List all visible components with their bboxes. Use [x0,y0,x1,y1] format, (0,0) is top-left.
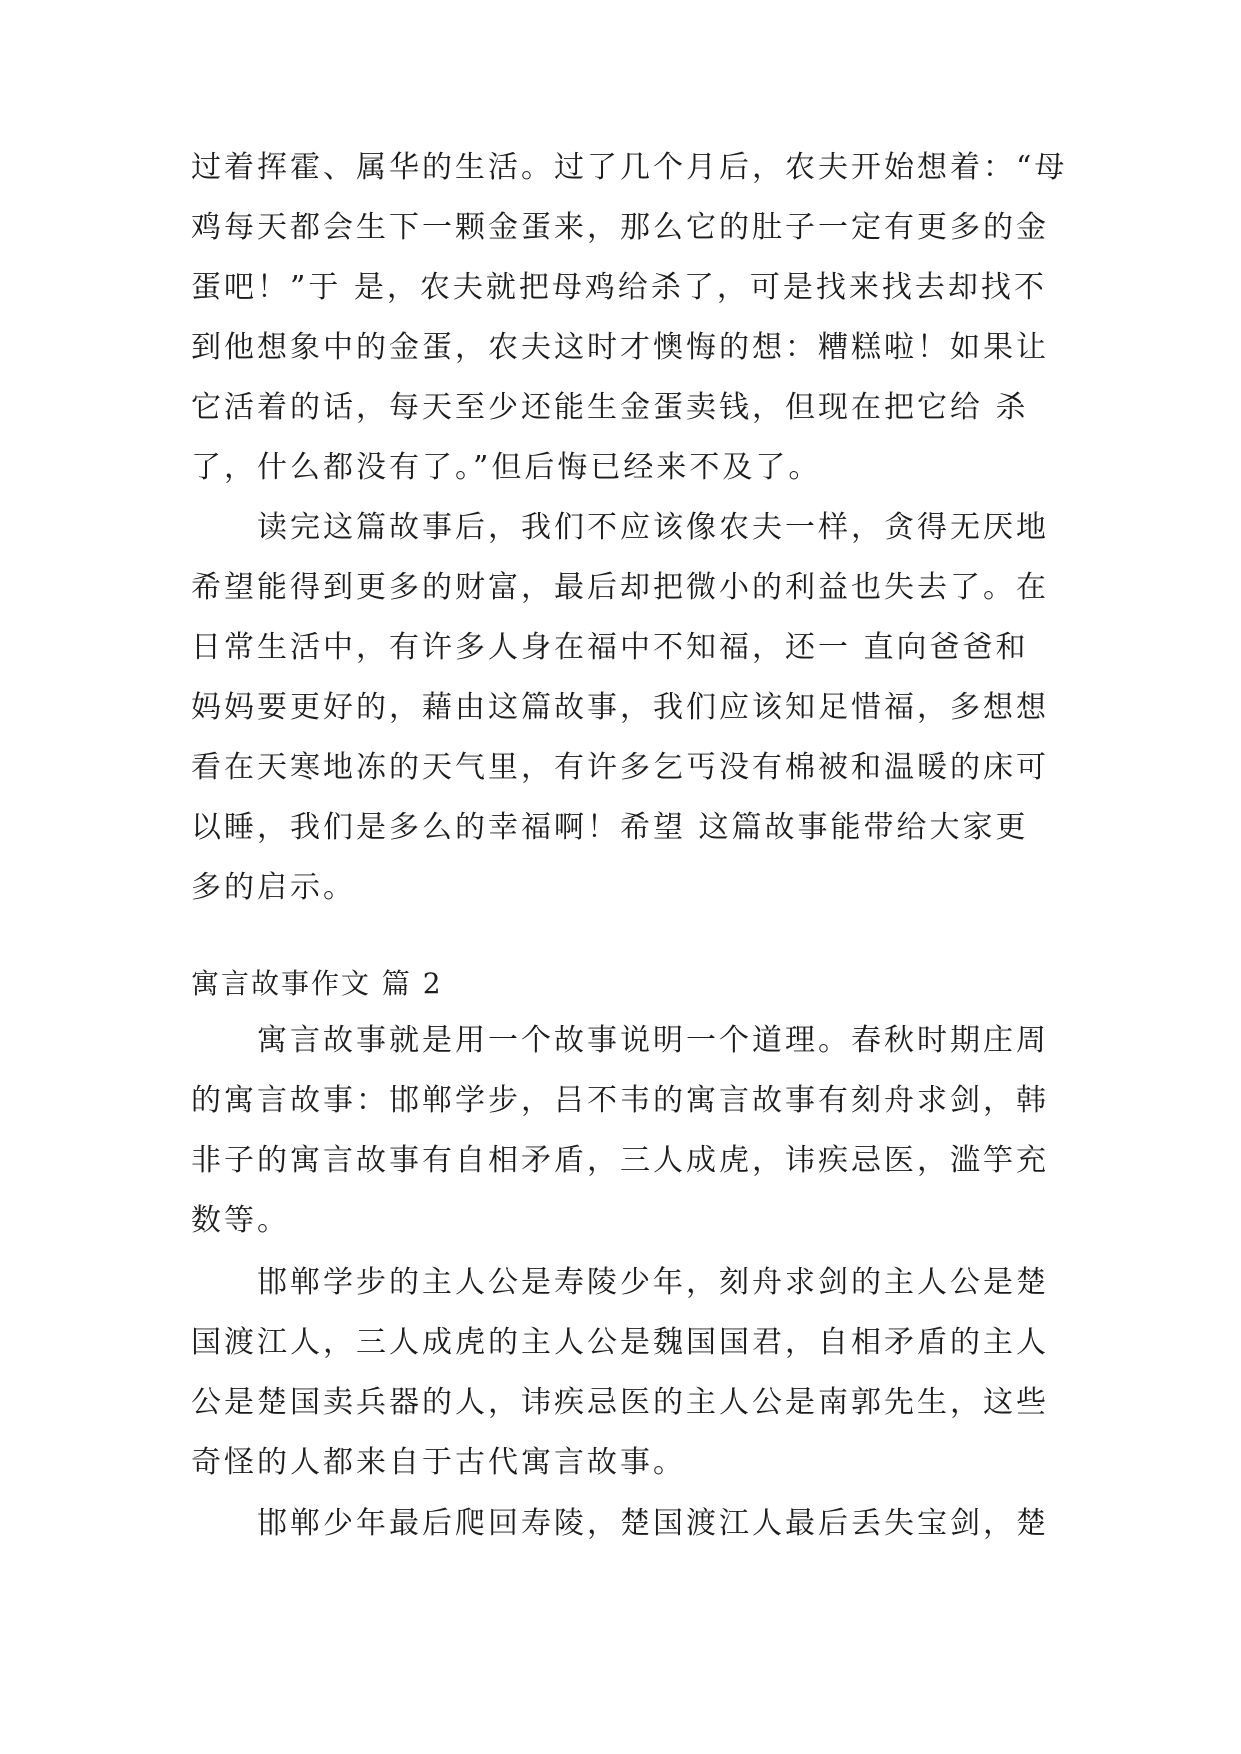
text-line: 鸡每天都会生下一颗金蛋来，那么它的肚子一定有更多的金 [191,210,1049,245]
intro-paragraph [191,1011,1049,1251]
text-line: 到他想象中的金蛋，农夫这时才懊悔的想：糟糕啦！如果让 [191,330,1049,365]
endings-paragraph [191,1494,1049,1554]
text-line: 寓言故事就是用一个故事说明一个道理。春秋时期庄周 [257,1023,1049,1058]
text-line: 日常生活中，有许多人身在福中不知福，还一 直向爸爸和 [191,630,1029,665]
text-line: 妈妈要更好的，藉由这篇故事，我们应该知足惜福，多想想 [191,690,1049,725]
text-line: 奇怪的人都来自于古代寓言故事。 [191,1445,686,1480]
text-line: 以睡，我们是多么的幸福啊！希望 这篇故事能带给大家更 [191,810,1029,845]
text-line: 希望能得到更多的财富，最后却把微小的利益也失去了。在 [191,570,1049,605]
text-line: 国渡江人，三人成虎的主人公是魏国国君，自相矛盾的主人 [191,1325,1049,1360]
text-line: 看在天寒地冻的天气里，有许多乞丐没有棉被和温暖的床可 [191,750,1049,785]
text-line: 邯郸学步的主人公是寿陵少年，刻舟求剑的主人公是楚 [257,1265,1049,1300]
characters-paragraph [191,1253,1049,1493]
reflection-paragraph [191,498,1049,918]
text-line: 邯郸少年最后爬回寿陵，楚国渡江人最后丢失宝剑，楚 [257,1506,1049,1541]
text-line: 数等。 [191,1203,290,1238]
story-continuation-paragraph [191,138,1068,498]
section-heading: 寓言故事作文 篇 2 [191,967,443,1000]
text-line: 非子的寓言故事有自相矛盾，三人成虎，讳疾忌医，滥竽充 [191,1143,1049,1178]
text-line: 多的启示。 [191,870,356,905]
text-line: 读完这篇故事后，我们不应该像农夫一样，贪得无厌地 [257,510,1049,545]
text-line: 蛋吧！”于 是，农夫就把母鸡给杀了，可是找来找去却找不 [191,270,1047,305]
text-line: 过着挥霍、属华的生活。过了几个月后，农夫开始想着：“母 [191,150,1068,185]
text-line: 了，什么都没有了。”但后悔已经来不及了。 [191,450,822,485]
text-line: 的寓言故事：邯郸学步，吕不韦的寓言故事有刻舟求剑，韩 [191,1083,1049,1118]
text-line: 它活着的话，每天至少还能生金蛋卖钱，但现在把它给 杀 [191,390,1029,425]
text-line: 公是楚国卖兵器的人，讳疾忌医的主人公是南郭先生，这些 [191,1385,1049,1420]
